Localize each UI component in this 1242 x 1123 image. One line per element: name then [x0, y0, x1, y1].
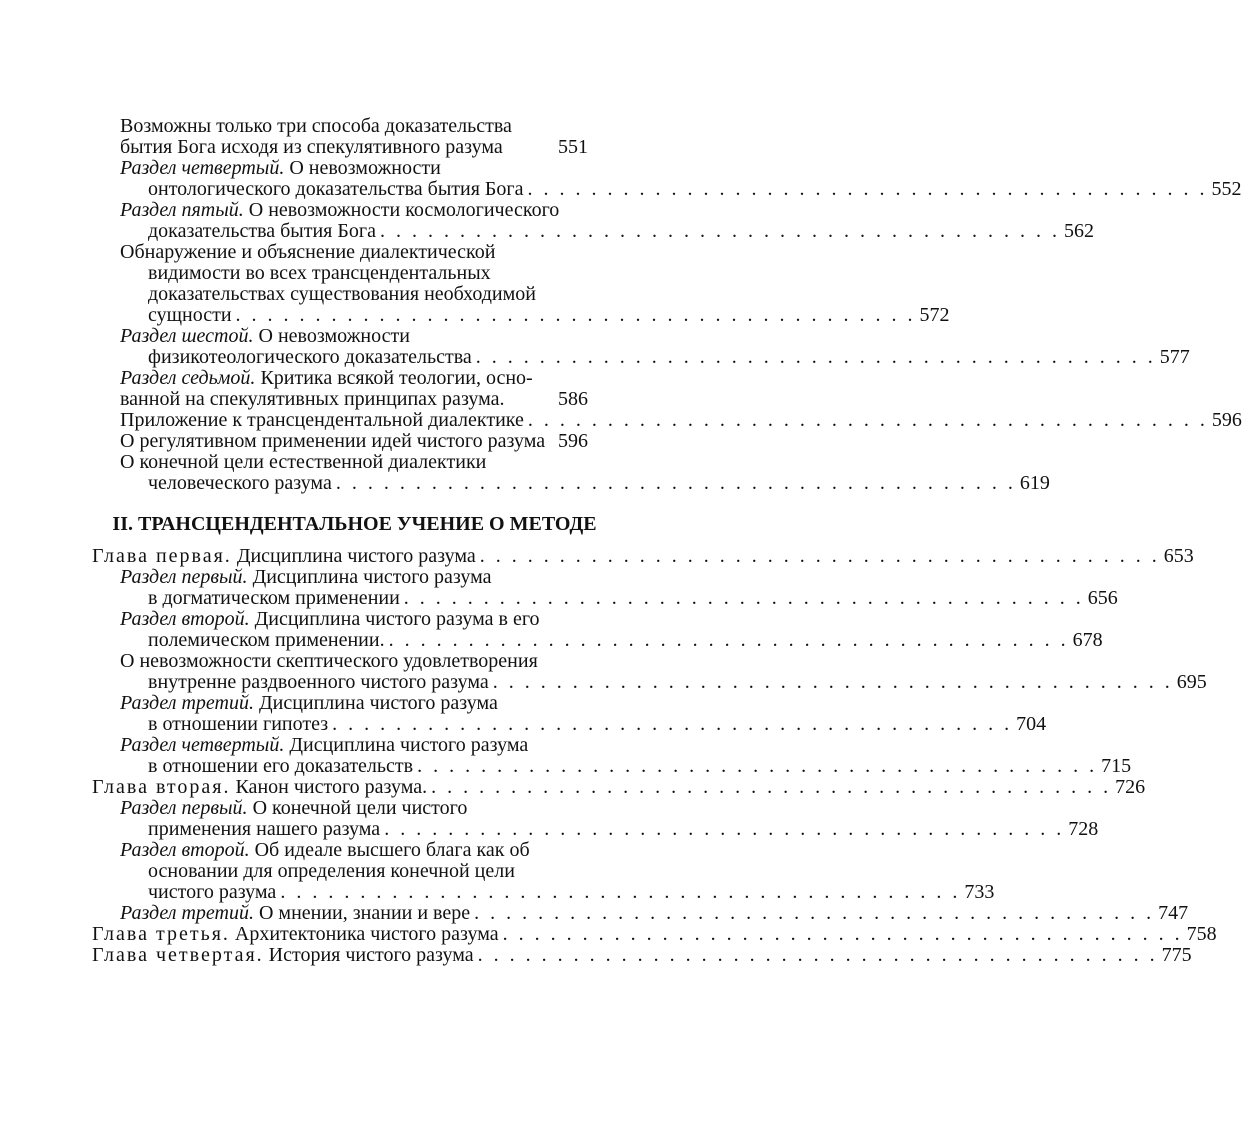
toc-line: [120, 798, 588, 819]
toc-entry: [120, 734, 1132, 777]
entry-title: бытия Бога исходя из спекулятивного разума: [120, 136, 503, 158]
toc-entry: [92, 776, 1146, 798]
page-number: 775: [1161, 944, 1192, 966]
toc-line: [120, 409, 1242, 431]
dot-leader: . . . . . . . . . . . . . . . . . . . . . . . . . . . . . . . . . . . . . . . . . . .: [477, 944, 1158, 966]
chapter-label: Глава третья.: [92, 923, 230, 945]
toc-entry: [120, 451, 1050, 494]
toc-line: [92, 923, 1217, 945]
dot-leader: . . . . . . . . . . . . . . . . . . . . . . . . . . . . . . . . . . . . . . . . . . .: [502, 923, 1183, 945]
page-number: 678: [1072, 629, 1103, 651]
page-number: 572: [919, 304, 950, 326]
section-label: Раздел второй.: [120, 608, 250, 630]
page-number: 758: [1186, 923, 1217, 945]
toc-line: [120, 609, 588, 630]
entry-title: видимости во всех трансцендентальных: [148, 262, 491, 284]
dot-leader: . . . . . . . . . . . . . . . . . . . . . . . . . . . . . . . . . . . . . . . . . . .: [474, 902, 1155, 924]
entry-title: Обнаружение и объяснение диалектической: [120, 241, 496, 263]
toc-entry: [120, 157, 1242, 200]
section-label: Раздел седьмой.: [120, 367, 256, 389]
dot-leader: . . . . . . . . . . . . . . . . . . . . . . . . . . . . . . . . . . . . . . . . . . .: [479, 545, 1160, 567]
toc-line: [120, 472, 1050, 494]
entry-title: Архитектоника чистого разума: [234, 923, 499, 945]
toc-line: [120, 840, 588, 861]
dot-leader: . . . . . . . . . . . . . . . . . . . . . . . . . . . . . . . . . . . . . . . . . . .: [379, 220, 1060, 242]
toc-entry: [92, 923, 1217, 945]
toc-line: [120, 116, 588, 137]
page-number: 596: [558, 430, 588, 452]
entry-title: сущности: [148, 304, 232, 326]
section-label: Раздел первый.: [120, 566, 248, 588]
toc-entry: [120, 368, 588, 410]
entry-title: доказательства бытия Бога: [148, 220, 376, 242]
toc-line: [120, 452, 588, 473]
page-number: 695: [1176, 671, 1207, 693]
entry-title: в отношении его доказательств: [148, 755, 414, 777]
toc-line: [120, 346, 1190, 368]
toc-line: [120, 861, 588, 882]
toc-line: [120, 200, 588, 221]
dot-leader: . . . . . . . . . . . . . . . . . . . . . . . . . . . . . . . . . . . . . . . . . . .: [475, 346, 1156, 368]
page-number: 586: [558, 388, 588, 410]
toc-entry: [120, 325, 1190, 368]
toc-line: [120, 735, 588, 756]
section-heading: II. ТРАНСЦЕНДЕНТАЛЬНОЕ УЧЕНИЕ О МЕТОДЕ: [112, 513, 597, 535]
toc-entry: [120, 902, 1189, 924]
entry-title: О регулятивном применении идей чистого разума: [120, 430, 546, 452]
entry-title: Дисциплина чистого разума: [252, 566, 492, 588]
page-number: 552: [1211, 178, 1242, 200]
toc-line: [120, 368, 588, 389]
entry-title: О невозможности космологического: [248, 199, 560, 221]
entry-title: Приложение к трансцендентальной диалектике: [120, 409, 524, 431]
section-label: Раздел четвертый.: [120, 157, 285, 179]
page-number: 704: [1016, 713, 1047, 735]
toc-entry: [120, 650, 1207, 693]
entry-title: онтологического доказательства бытия Бога: [148, 178, 524, 200]
toc-line: [120, 158, 588, 179]
entry-title: Дисциплина чистого разума: [289, 734, 529, 756]
entry-title: Об идеале высшего блага как об: [254, 839, 530, 861]
toc-line: [120, 304, 950, 326]
page-number: 747: [1158, 902, 1189, 924]
entry-title: О невозможности: [289, 157, 441, 179]
toc-entry: [92, 545, 1194, 567]
toc-line: [120, 137, 588, 158]
entry-title: доказательствах существования необходимой: [148, 283, 536, 305]
toc-line: [120, 629, 1103, 651]
toc-line: [120, 284, 588, 305]
toc-entry: [120, 839, 995, 903]
entry-title: История чистого разума: [268, 944, 474, 966]
section-label: Раздел шестой.: [120, 325, 254, 347]
toc-line: [120, 431, 588, 452]
entry-title: физикотеологического доказательства: [148, 346, 472, 368]
entry-title: О конечной цели естественной диалектики: [120, 451, 487, 473]
dot-leader: . . . . . . . . . . . . . . . . . . . . . . . . . . . . . . . . . . . . . . . . . . .: [384, 818, 1065, 840]
toc-entry: [120, 692, 1047, 735]
entry-title: Дисциплина чистого разума: [258, 692, 498, 714]
entry-title: в отношении гипотез: [148, 713, 329, 735]
dot-leader: . . . . . . . . . . . . . . . . . . . . . . . . . . . . . . . . . . . . . . . . . . .: [388, 629, 1069, 651]
toc-line: [120, 178, 1242, 200]
toc-entry: [120, 431, 588, 452]
toc-line: [120, 881, 995, 903]
toc-line: [120, 651, 588, 672]
toc-line: [120, 671, 1207, 693]
entry-title: полемическом применении.: [148, 629, 385, 651]
page-number: 733: [964, 881, 995, 903]
entry-title: О невозможности скептического удовлетворения: [120, 650, 538, 672]
toc-entry: [120, 566, 1118, 609]
toc-line: [120, 389, 588, 410]
chapter-label: Глава первая.: [92, 545, 232, 567]
page-number: 619: [1019, 472, 1050, 494]
toc-line: [120, 567, 588, 588]
toc-entry: [120, 608, 1103, 651]
toc-entry: [120, 241, 950, 326]
dot-leader: . . . . . . . . . . . . . . . . . . . . . . . . . . . . . . . . . . . . . . . . . . .: [527, 178, 1208, 200]
page-number: 551: [558, 136, 588, 158]
entry-title: Дисциплина чистого разума: [236, 545, 476, 567]
toc-line: [120, 713, 1047, 735]
dot-leader: . . . . . . . . . . . . . . . . . . . . . . . . . . . . . . . . . . . . . . . . . . .: [492, 671, 1173, 693]
toc-line: [120, 326, 588, 347]
page-number: 596: [1211, 409, 1242, 431]
chapter-label: Глава четвертая.: [92, 944, 264, 966]
entry-title: О мнении, знании и вере: [258, 902, 471, 924]
entry-title: внутренне раздвоенного чистого разума: [148, 671, 489, 693]
toc-entry: [120, 409, 1242, 431]
dot-leader: . . . . . . . . . . . . . . . . . . . . . . . . . . . . . . . . . . . . . . . . . . .: [403, 587, 1084, 609]
page-number: 715: [1101, 755, 1132, 777]
dot-leader: . . . . . . . . . . . . . . . . . . . . . . . . . . . . . . . . . . . . . . . . . . .: [431, 776, 1112, 798]
page-number: 653: [1163, 545, 1194, 567]
dot-leader: . . . . . . . . . . . . . . . . . . . . . . . . . . . . . . . . . . . . . . . . . . .: [527, 409, 1208, 431]
section-label: Раздел третий.: [120, 902, 254, 924]
section-label: Раздел первый.: [120, 797, 248, 819]
dot-leader: . . . . . . . . . . . . . . . . . . . . . . . . . . . . . . . . . . . . . . . . . . .: [332, 713, 1013, 735]
entry-title: ванной на спекулятивных принципах разума.: [120, 388, 505, 410]
entry-title: Дисциплина чистого разума в его: [254, 608, 540, 630]
entry-title: человеческого разума: [148, 472, 332, 494]
page-number: 726: [1115, 776, 1146, 798]
page-number: 656: [1087, 587, 1118, 609]
toc-entry: [120, 116, 588, 158]
toc-entry: [120, 797, 1099, 840]
toc-line: [92, 776, 1146, 798]
entry-title: применения нашего разума: [148, 818, 381, 840]
toc-line: [92, 944, 1192, 966]
toc-entry: [120, 199, 1094, 242]
toc-line: [120, 242, 588, 263]
chapter-label: Глава вторая.: [92, 776, 231, 798]
entry-title: основании для определения конечной цели: [148, 860, 515, 882]
entry-title: Возможны только три способа доказательства: [120, 115, 512, 137]
section-label: Раздел четвертый.: [120, 734, 285, 756]
entry-title: чистого разума: [148, 881, 277, 903]
toc-line: [120, 902, 1189, 924]
entry-title: О невозможности: [258, 325, 410, 347]
toc-line: [120, 220, 1094, 242]
dot-leader: . . . . . . . . . . . . . . . . . . . . . . . . . . . . . . . . . . . . . . . . . . .: [417, 755, 1098, 777]
toc-line: [120, 693, 588, 714]
section-label: Раздел второй.: [120, 839, 250, 861]
page-number: 577: [1159, 346, 1190, 368]
toc-line: [120, 755, 1132, 777]
toc-line: [120, 587, 1118, 609]
entry-title: О конечной цели чистого: [252, 797, 468, 819]
toc-line: [92, 545, 1194, 567]
dot-leader: . . . . . . . . . . . . . . . . . . . . . . . . . . . . . . . . . . . . . . . . . . .: [335, 472, 1016, 494]
entry-title: Канон чистого разума.: [235, 776, 428, 798]
dot-leader: . . . . . . . . . . . . . . . . . . . . . . . . . . . . . . . . . . . . . . . . . . .: [235, 304, 916, 326]
dot-leader: . . . . . . . . . . . . . . . . . . . . . . . . . . . . . . . . . . . . . . . . . . .: [280, 881, 961, 903]
toc-line: [120, 818, 1099, 840]
toc-line: [120, 263, 588, 284]
section-label: Раздел третий.: [120, 692, 254, 714]
section-label: Раздел пятый.: [120, 199, 244, 221]
page-number: 728: [1068, 818, 1099, 840]
page-number: 562: [1063, 220, 1094, 242]
entry-title: в догматическом применении: [148, 587, 400, 609]
toc-entry: [92, 944, 1192, 966]
entry-title: Критика всякой теологии, осно-: [260, 367, 533, 389]
